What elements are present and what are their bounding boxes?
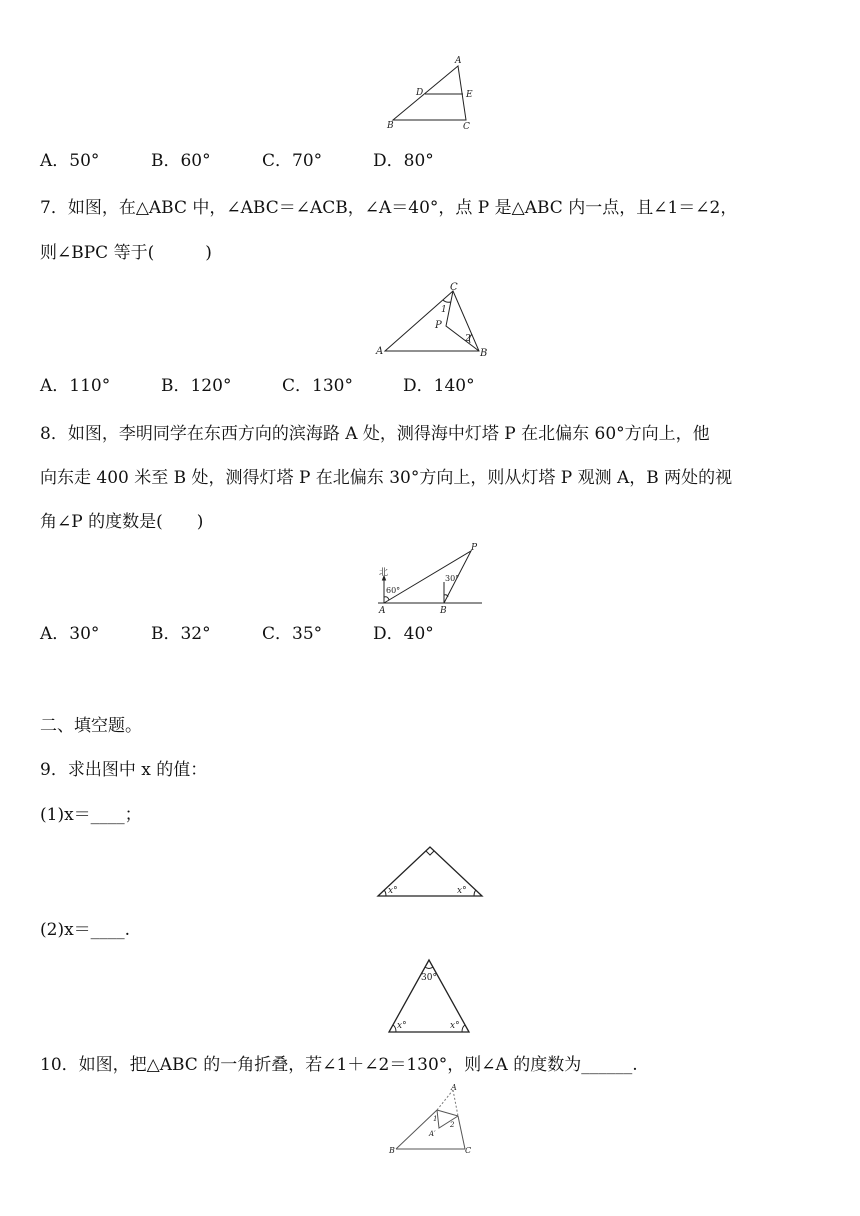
q7-option-c[interactable]: C．130° [282,376,353,396]
q7-label-2: 2 [465,334,471,344]
q6-option-d[interactable]: D．80° [373,151,434,171]
q8-stem-line3: 角∠P 的度数是( ) [40,512,204,532]
q9-fig2-label-x-right: x° [450,1021,460,1031]
q7-option-a[interactable]: A．110° [40,376,111,396]
q9-fig2-label-30deg: 30° [421,973,437,983]
q6-label-d: D [416,88,424,98]
q6-option-c[interactable]: C．70° [262,151,323,171]
q7-stem-line2: 则∠BPC 等于( ) [40,243,212,263]
q9-stem: 9．求出图中 x 的值： [40,760,208,780]
q8-label-b: B [440,606,447,616]
q7-stem-line1: 7．如图，在△ABC 中，∠ABC＝∠ACB，∠A＝40°，点 P 是△ABC 内一点，且∠1＝∠2， [40,198,738,218]
q9-part1: (1)x＝____； [40,805,142,825]
q8-label-p: P [471,543,478,553]
q8-stem-line1: 8．如图，李明同学在东西方向的滨海路 A 处，测得海中灯塔 P 在北偏东 60°方向上，他 [40,424,710,444]
q10-label-c: C [465,1146,472,1155]
q10-label-a-prime: A′ [429,1130,436,1138]
q10-fold-crease [437,1110,458,1116]
q10-label-1: 1 [433,1115,438,1123]
q7-label-b: B [480,348,488,359]
q6-label-e: E [466,90,473,100]
q6-label-c: C [463,122,470,132]
q7-option-b[interactable]: B．120° [161,376,232,396]
q8-label-30deg: 30° [445,574,460,583]
q10-label-b: B [389,1146,395,1155]
q7-label-p: P [435,320,442,331]
section-title-fill-in: 二、填空题。 [40,716,142,736]
q7-label-c: C [450,282,458,293]
q10-label-2: 2 [450,1121,455,1129]
q10-side-ac-lower [458,1116,465,1149]
q9-fig1-label-x-left: x° [388,886,398,896]
q6-label-b: B [387,121,394,131]
q8-option-d[interactable]: D．40° [373,624,434,644]
q10-side-ab-upper-dashed [437,1090,453,1110]
q8-label-60deg: 60° [386,586,401,595]
q8-label-a: A [379,606,386,616]
q7-option-d[interactable]: D．140° [403,376,475,396]
q8-stem-line2: 向东走 400 米至 B 处，测得灯塔 P 在北偏东 30°方向上，则从灯塔 P 观测 A，B 两处的视 [40,468,733,488]
q7-label-a: A [376,346,384,357]
q8-option-b[interactable]: B．32° [151,624,211,644]
q6-option-a[interactable]: A．50° [40,151,100,171]
q10-label-a: A [451,1083,457,1092]
q8-option-a[interactable]: A．30° [40,624,100,644]
q8-option-c[interactable]: C．35° [262,624,323,644]
q9-part2: (2)x＝____. [40,920,131,940]
q10-stem: 10．如图，把△ABC 的一角折叠，若∠1＋∠2＝130°，则∠A 的度数为______. [40,1055,638,1075]
q6-option-b[interactable]: B．60° [151,151,211,171]
q6-label-a: A [455,56,462,66]
q8-label-north: 北 [379,568,389,578]
q9-fig2-label-x-left: x° [397,1021,407,1031]
q9-fig1-label-x-right: x° [457,886,467,896]
q10-side-ac-upper-dashed [453,1090,458,1116]
q7-label-1: 1 [441,305,447,315]
